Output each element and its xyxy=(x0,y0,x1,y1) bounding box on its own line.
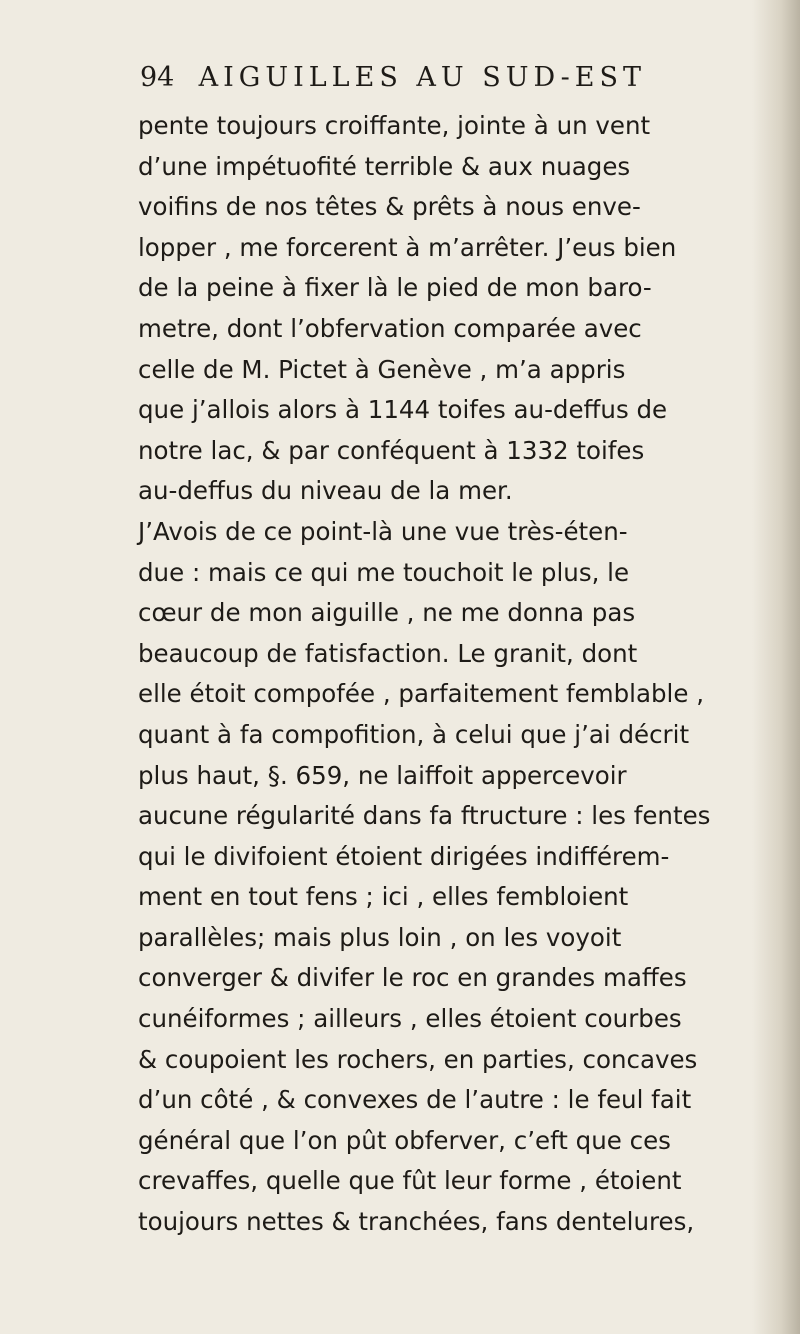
text-line: cœur de mon aiguille , ne me donna pas xyxy=(138,598,636,628)
text-line: crevaffes, quelle que fût leur forme , étoient xyxy=(138,1166,682,1196)
running-title: AIGUILLES AU SUD-EST xyxy=(198,62,646,93)
page-header xyxy=(140,62,760,93)
text-line: plus haut, §. 659, ne laiffoit appercevoir xyxy=(138,760,627,790)
text-line: beaucoup de fatisfaction. Le granit, dont xyxy=(138,638,638,668)
text-line: toujours nettes & tranchées, fans dentelures, xyxy=(138,1207,695,1237)
text-line: pente toujours croiffante, jointe à un vent xyxy=(138,111,651,140)
text-line: d’une impétuofité terrible & aux nuages xyxy=(138,151,631,181)
text-line: de la peine à fixer là le pied de mon baro- xyxy=(138,273,652,303)
text-line: au-deffus du niveau de la mer. xyxy=(138,476,513,506)
body-text xyxy=(138,106,778,1243)
text-line: voifins de nos têtes & prêts à nous enve- xyxy=(138,192,641,222)
text-line: J’Avois de ce point-là une vue très-éten- xyxy=(138,516,628,546)
text-line: que j’allois alors à 1144 toifes au-deffus de xyxy=(138,395,668,425)
text-line: elle étoit compofée , parfaitement femblable , xyxy=(138,679,704,709)
text-line: & coupoient les rochers, en parties, concaves xyxy=(138,1044,698,1074)
text-line: metre, dont l’obfervation comparée avec xyxy=(138,313,642,343)
text-line: celle de M. Pictet à Genève , m’a appris xyxy=(138,354,626,384)
text-line: lopper , me forcerent à m’arrêter. J’eus bien xyxy=(138,232,677,262)
text-line: ment en tout fens ; ici , elles fembloient xyxy=(138,882,629,912)
text-line: converger & divifer le roc en grandes maffes xyxy=(138,963,687,993)
text-line: due : mais ce qui me touchoit le plus, le xyxy=(138,557,630,587)
text-line: qui le divifoient étoient dirigées indifférem- xyxy=(138,841,670,871)
text-line: parallèles; mais plus loin , on les voyoit xyxy=(138,922,622,952)
text-line: notre lac, & par conféquent à 1332 toifes xyxy=(138,435,645,465)
text-line: aucune régularité dans fa ftructure : les fentes xyxy=(138,801,711,831)
text-line: général que l’on pût obferver, c’eft que ces xyxy=(138,1125,671,1155)
text-line: quant à fa compofition, à celui que j’ai décrit xyxy=(138,719,690,749)
text-line: cunéiformes ; ailleurs , elles étoient courbes xyxy=(138,1004,682,1034)
text-line: d’un côté , & convexes de l’autre : le feul fait xyxy=(138,1085,692,1115)
page-number: 94 xyxy=(140,62,175,93)
